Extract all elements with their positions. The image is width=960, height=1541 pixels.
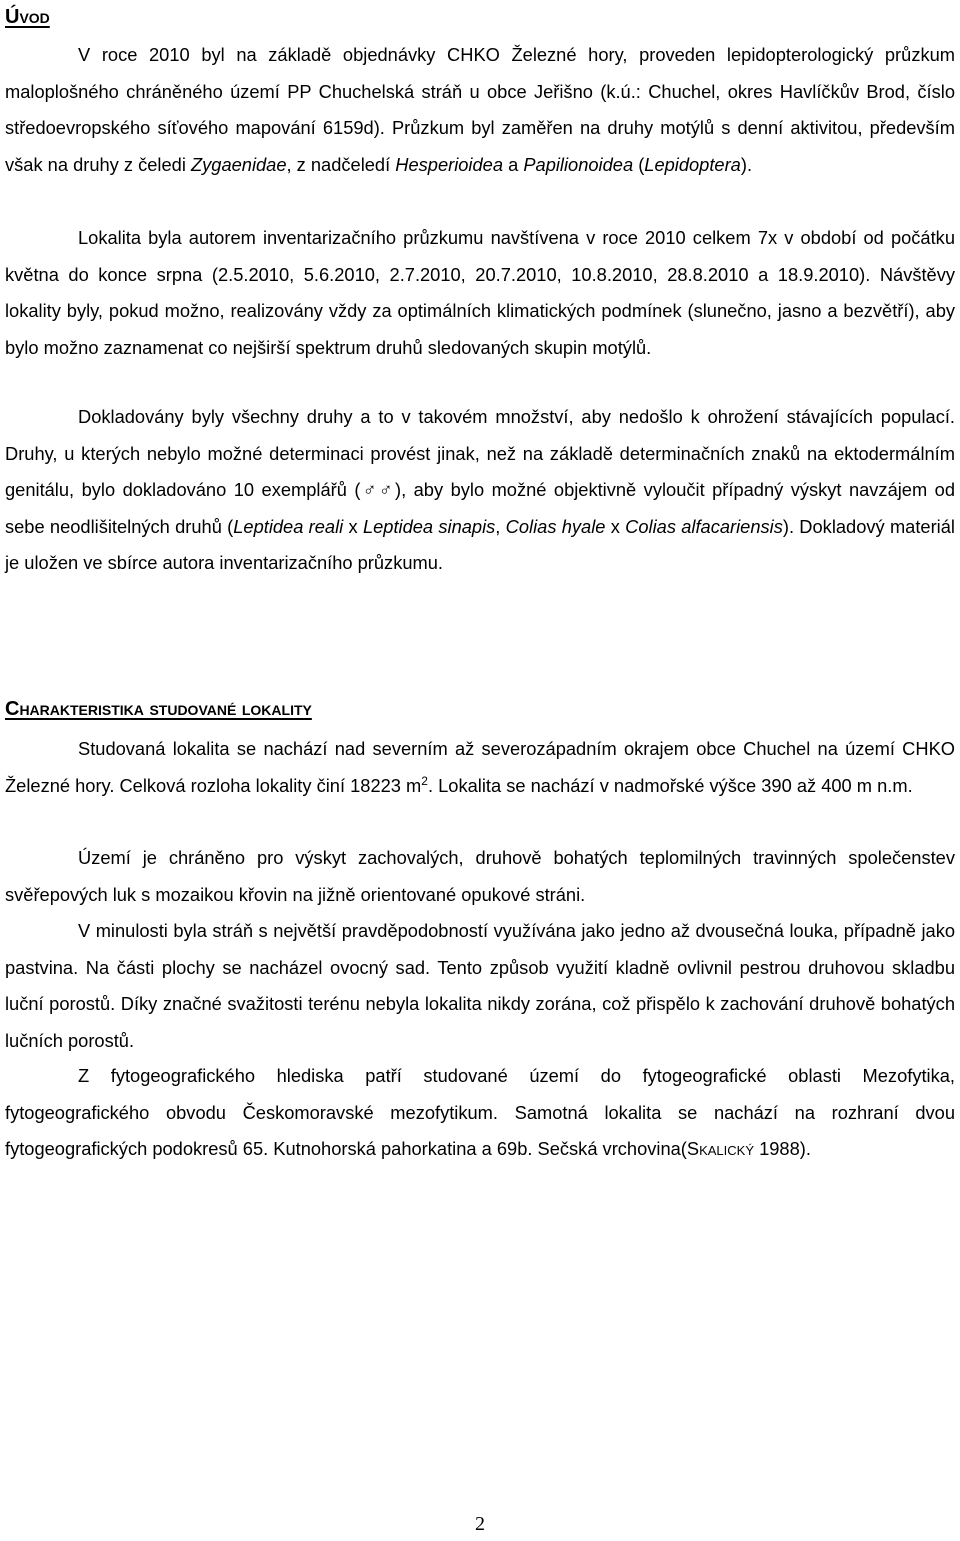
taxon-leptidea-reali: Leptidea reali [233, 515, 344, 537]
intro-p1-text-b: , z nadčeledí [286, 153, 396, 175]
page-number: 2 [475, 1513, 485, 1535]
locality-paragraph-1 [5, 731, 955, 804]
locality-p1-text-a: Studovaná lokalita se nachází nad severním až severozápadním okrajem obce Chuchel na území CHKO Železné hory. Celková rozloha lokality činí 18223 m [5, 738, 955, 796]
locality-paragraph-4 [5, 1058, 955, 1168]
intro-p1-text-c: a [503, 153, 524, 175]
locality-paragraph-2: Území je chráněno pro výskyt zachovalých, druhově bohatých teplomilných travinných společenstev svěřepových luk s mozaikou křovin na jižně orientované opukové stráni. [5, 847, 955, 905]
intro-p3-text-c: , [495, 515, 506, 537]
locality-p4-text-a: Z fytogeografického hlediska patří studované území do fytogeografické oblasti Mezofytika, fytogeografického obvodu Českomoravské mezofytikum. Samotná lokalita se nachází na rozhraní dvou fytogeografických podokresů 65. Kutnohorská pahorkatina a 69b. Sečská vrchovina( [5, 1065, 955, 1159]
intro-paragraph-2: Lokalita byla autorem inventarizačního průzkumu navštívena v roce 2010 celkem 7x v období od počátku května do konce srpna (2.5.2010, 5.6.2010, 2.7.2010, 20.7.2010, 10.8.2010, 28.8.2010 a 18.9.2010). Návštěvy lokality byly, pokud možno, realizovány vždy za optimálních klimatických podmínek (slunečno, jasno a bezvětří), aby bylo možno zaznamenat co nejširší spektrum druhů sledovaných skupin motýlů. [5, 227, 955, 358]
taxon-papilionoidea: Papilionoidea [523, 153, 634, 175]
intro-p3-text-b: x [343, 515, 363, 537]
taxon-zygaenidae: Zygaenidae [190, 153, 287, 175]
locality-paragraph-3: V minulosti byla stráň s největší pravděpodobností využívána jako jedno až dvousečná louka, případně jako pastvina. Na části plochy se nacházel ovocný sad. Tento způsob využití kladně ovlivnil pestrou druhovou skladbu luční porostů. Díky značné svažitosti terénu nebyla lokalita nikdy zorána, což přispělo k zachování druhově bohatých lučních porostů. [5, 920, 955, 1051]
intro-p1-text-a: V roce 2010 byl na základě objednávky CHKO Železné hory, proveden lepidopterologický průzkum maloplošného chráněného území PP Chuchelská stráň u obce Jeřišno (k.ú.: Chuchel, okres Havlíčkův Brod, číslo středoevropského síťového mapování 6159d). Průzkum byl zaměřen na druhy motýlů s denní aktivitou, především však na druhy z čeledi [5, 44, 955, 175]
taxon-leptidea-sinapis: Leptidea sinapis [362, 515, 496, 537]
taxon-hesperioidea: Hesperioidea [395, 153, 503, 175]
citation-author: Skalický [686, 1138, 754, 1159]
intro-p1-text-d: ( [633, 153, 645, 175]
intro-paragraph-3 [5, 399, 955, 582]
locality-p1-text-b: . Lokalita se nachází v nadmořské výšce 390 až 400 m n.m. [427, 774, 913, 796]
intro-p3-text-d: x [605, 515, 626, 537]
area-unit-superscript: 2 [421, 773, 428, 788]
intro-heading: Úvod [5, 6, 50, 28]
intro-paragraph-1 [5, 37, 955, 183]
taxon-lepidoptera: Lepidoptera [644, 153, 741, 175]
taxon-colias-alfacariensis: Colias alfacariensis [625, 515, 783, 537]
taxon-colias-hyale: Colias hyale [505, 515, 606, 537]
intro-p1-text-e: ). [740, 153, 753, 175]
intro-p3-text-a: Dokladovány byly všechny druhy a to v takovém množství, aby nedošlo k ohrožení stávajících populací. Druhy, u kterých nebylo možné determinaci provést jinak, než na základě determinačních znaků na ektodermálním genitálu, bylo dokladováno 10 exemplářů (♂♂), aby bylo možné objektivně vyloučit případný výskyt navzájem od sebe neodlišitelných druhů ( [5, 406, 955, 537]
locality-heading: Charakteristika studované lokality [5, 698, 312, 720]
intro-p3-text-e: ). Dokladový materiál je uložen ve sbírce autora inventarizačního průzkumu. [5, 515, 955, 573]
locality-p4-text-b: 1988). [754, 1138, 811, 1159]
